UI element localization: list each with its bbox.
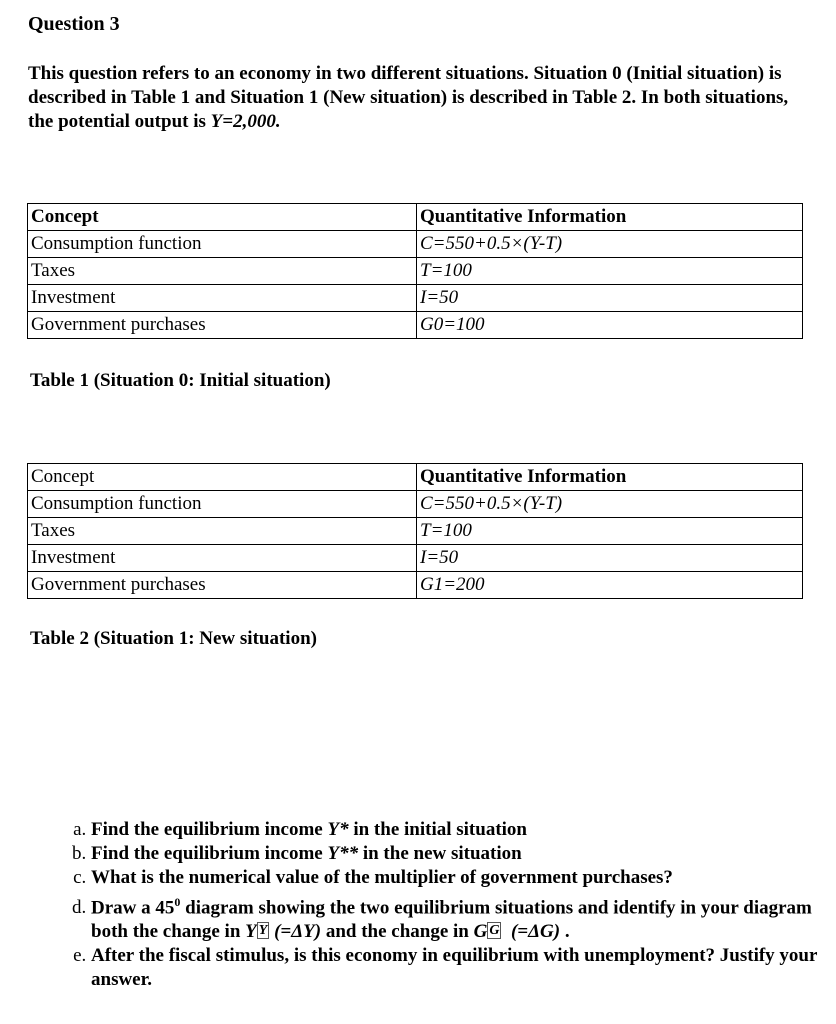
question-e bbox=[91, 944, 836, 992]
question-e-text: After the fiscal stimulus, is this economy in equilibrium with unemployment? Justify your answer. bbox=[91, 945, 818, 991]
table-row bbox=[28, 258, 803, 285]
question-d-g-var: G bbox=[473, 921, 488, 943]
table-row bbox=[28, 518, 803, 545]
row-info: I=50 bbox=[417, 545, 803, 572]
row-info: T=100 bbox=[417, 518, 803, 545]
table-row bbox=[28, 231, 803, 258]
y-symbol-box: Y bbox=[258, 923, 268, 939]
row-info: G1=200 bbox=[417, 572, 803, 599]
row-concept: Consumption function bbox=[28, 231, 417, 258]
row-concept: Investment bbox=[28, 545, 417, 572]
table-row bbox=[28, 572, 803, 599]
row-info: I=50 bbox=[417, 285, 803, 312]
table-header-row bbox=[28, 204, 803, 231]
question-b-var: Y** bbox=[327, 843, 359, 864]
table-row bbox=[28, 285, 803, 312]
row-info: T=100 bbox=[417, 258, 803, 285]
row-concept: Consumption function bbox=[28, 491, 417, 518]
intro-text: This question refers to an economy in two different situations. Situation 0 (Initial situation) is described in Table 1 and Situation 1 (New situation) is described in Table 2. In both situations, the potential output is bbox=[28, 63, 789, 132]
question-c bbox=[91, 866, 836, 890]
question-d-text: Draw a 45 bbox=[91, 897, 175, 919]
table-header-row bbox=[28, 464, 803, 491]
row-concept: Government purchases bbox=[28, 572, 417, 599]
question-title: Question 3 bbox=[28, 13, 120, 35]
row-concept: Investment bbox=[28, 285, 417, 312]
row-info: C=550+0.5×(Y-T) bbox=[417, 491, 803, 518]
question-d-delta-g: (=ΔG) bbox=[506, 921, 561, 943]
row-concept: Taxes bbox=[28, 258, 417, 285]
row-info: C=550+0.5×(Y-T) bbox=[417, 231, 803, 258]
question-a-var: Y* bbox=[327, 819, 349, 840]
question-c-text: What is the numerical value of the multiplier of government purchases? bbox=[91, 867, 673, 888]
table-row bbox=[28, 545, 803, 572]
question-d-text-end: . bbox=[560, 921, 570, 943]
question-d-y-var: Y bbox=[245, 921, 257, 943]
g-symbol-box: G bbox=[489, 923, 500, 939]
header-concept: Concept bbox=[28, 464, 417, 491]
intro-paragraph bbox=[28, 62, 818, 134]
question-a bbox=[91, 818, 836, 842]
table-row bbox=[28, 491, 803, 518]
question-b bbox=[91, 842, 836, 866]
header-info: Quantitative Information bbox=[417, 464, 803, 491]
question-d-delta-y: (=ΔY) bbox=[269, 921, 322, 943]
potential-output: Y=2,000. bbox=[210, 111, 281, 132]
question-a-text-end: in the initial situation bbox=[348, 819, 527, 840]
question-list bbox=[50, 818, 836, 992]
degree-superscript: 0 bbox=[174, 895, 181, 909]
row-info: G0=100 bbox=[417, 312, 803, 339]
header-concept: Concept bbox=[28, 204, 417, 231]
question-d-text-mid: diagram showing the two equilibrium situations and identify in your diagram both the change in bbox=[91, 897, 812, 943]
table-1-caption: Table 1 (Situation 0: Initial situation) bbox=[30, 370, 331, 391]
table-row bbox=[28, 312, 803, 339]
row-concept: Taxes bbox=[28, 518, 417, 545]
row-concept: Government purchases bbox=[28, 312, 417, 339]
header-info: Quantitative Information bbox=[417, 204, 803, 231]
table-2-caption: Table 2 (Situation 1: New situation) bbox=[30, 628, 317, 649]
question-b-text-end: in the new situation bbox=[358, 843, 522, 864]
question-b-text: Find the equilibrium income bbox=[91, 843, 328, 864]
question-d bbox=[91, 890, 836, 944]
table-1 bbox=[27, 203, 803, 339]
table-2 bbox=[27, 463, 803, 599]
question-d-text-mid2: and the change in bbox=[321, 921, 474, 943]
question-a-text: Find the equilibrium income bbox=[91, 819, 328, 840]
